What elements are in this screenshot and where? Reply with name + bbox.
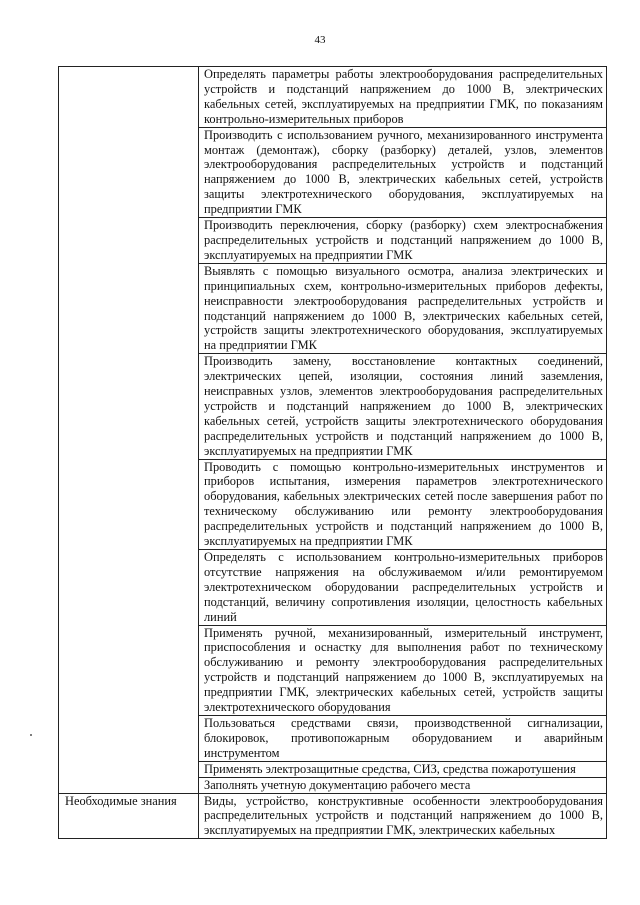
skill-text: Заполнять учетную документацию рабочего места [204,777,471,792]
page-number: 43 [314,34,326,46]
knowledge-text: Виды, устройство, конструктивные особенности электрооборудования распределительных устройств и подстанций напряжением до 1000 В, эксплуатируемых на предприятии ГМК, электрических кабельных [204,793,603,838]
scan-speck [30,734,32,736]
requirements-table [58,66,607,839]
skill-cell [199,715,607,761]
skill-text: Определять с использованием контрольно-измерительных приборов отсутствие напряжения на обслуживаемом и/или ремонтируемом электротехническом оборудовании распределительных устройств и подстанций, величину сопротивления изоляции, целостность кабельных линий [204,550,603,624]
skill-text: Применять электрозащитные средства, СИЗ, средства пожаротушения [204,761,576,776]
skill-cell [199,67,607,128]
skill-cell [199,218,607,264]
skill-cell [199,127,607,217]
skill-cell [199,263,607,353]
knowledge-label-cell [59,793,199,839]
skill-text: Проводить с помощью контрольно-измерительных инструментов и приборов испытания, измерения параметров электротехнического оборудования, кабельных электрических сетей после завершения работ по техническому обслуживанию или ремонту электрооборудования распределительных устройств и подстанций напряжением до 1000 В, эксплуатируемых на предприятии ГМК [204,459,603,549]
skill-cell [199,354,607,459]
skill-text: Выявлять с помощью визуального осмотра, анализа электрических и принципиальных схем, контрольно-измерительных приборов дефекты, неисправности электрооборудования распределительных устройств и подстанций напряжением до 1000 В, электрических кабельных сетей, устройств защиты электротехнического оборудования, эксплуатируемых на предприятии ГМК [204,263,603,353]
knowledge-label: Необходимые знания [65,793,177,808]
skill-cell [199,625,607,715]
skill-cell [199,550,607,626]
skill-cell [199,777,607,793]
table-row [59,793,607,839]
skill-text: Производить замену, восстановление контактных соединений, электрических цепей, изоляции, состояния линий заземления, неисправных узлов, элементов электрооборудования распределительных устройств и подстанций напряжением до 1000 В, электрических кабельных сетей, устройств защиты электротехнического оборудования распределительных устройств и подстанций напряжением до 1000 В, эксплуатируемых на предприятии ГМК [204,354,603,458]
skill-cell [199,459,607,549]
skill-cell [199,761,607,777]
knowledge-cell [199,793,607,839]
skill-text: Производить переключения, сборку (разборку) схем электроснабжения распределительных устройств и подстанций напряжением до 1000 В, эксплуатируемых на предприятии ГМК [204,218,603,262]
table-row [59,67,607,128]
skill-text: Пользоваться средствами связи, производственной сигнализации, блокировок, противопожарным оборудованием и аварийным инструментом [204,715,603,760]
label-cell [59,67,199,794]
skill-text: Производить с использованием ручного, механизированного инструмента монтаж (демонтаж), сборку (разборку) деталей, узлов, элементов электрооборудования распределительных устройств и подстанций напряжением до 1000 В, электрических кабельных сетей, устройств защиты электротехнического оборудования, эксплуатируемых на предприятии ГМК [204,127,603,217]
skill-text: Применять ручной, механизированный, измерительный инструмент, приспособления и оснастку для выполнения работ по техническому обслуживанию и ремонту электрооборудования распределительных устройств и подстанций напряжением до 1000 В, эксплуатируемых на предприятии ГМК, электрических кабельных сетей, устройств защиты электротехнического оборудования [204,625,603,715]
skill-text: Определять параметры работы электрооборудования распределительных устройств и подстанций напряжением до 1000 В, электрических кабельных сетей, эксплуатируемых на предприятии ГМК, по показаниям контрольно-измерительных приборов [204,67,603,126]
